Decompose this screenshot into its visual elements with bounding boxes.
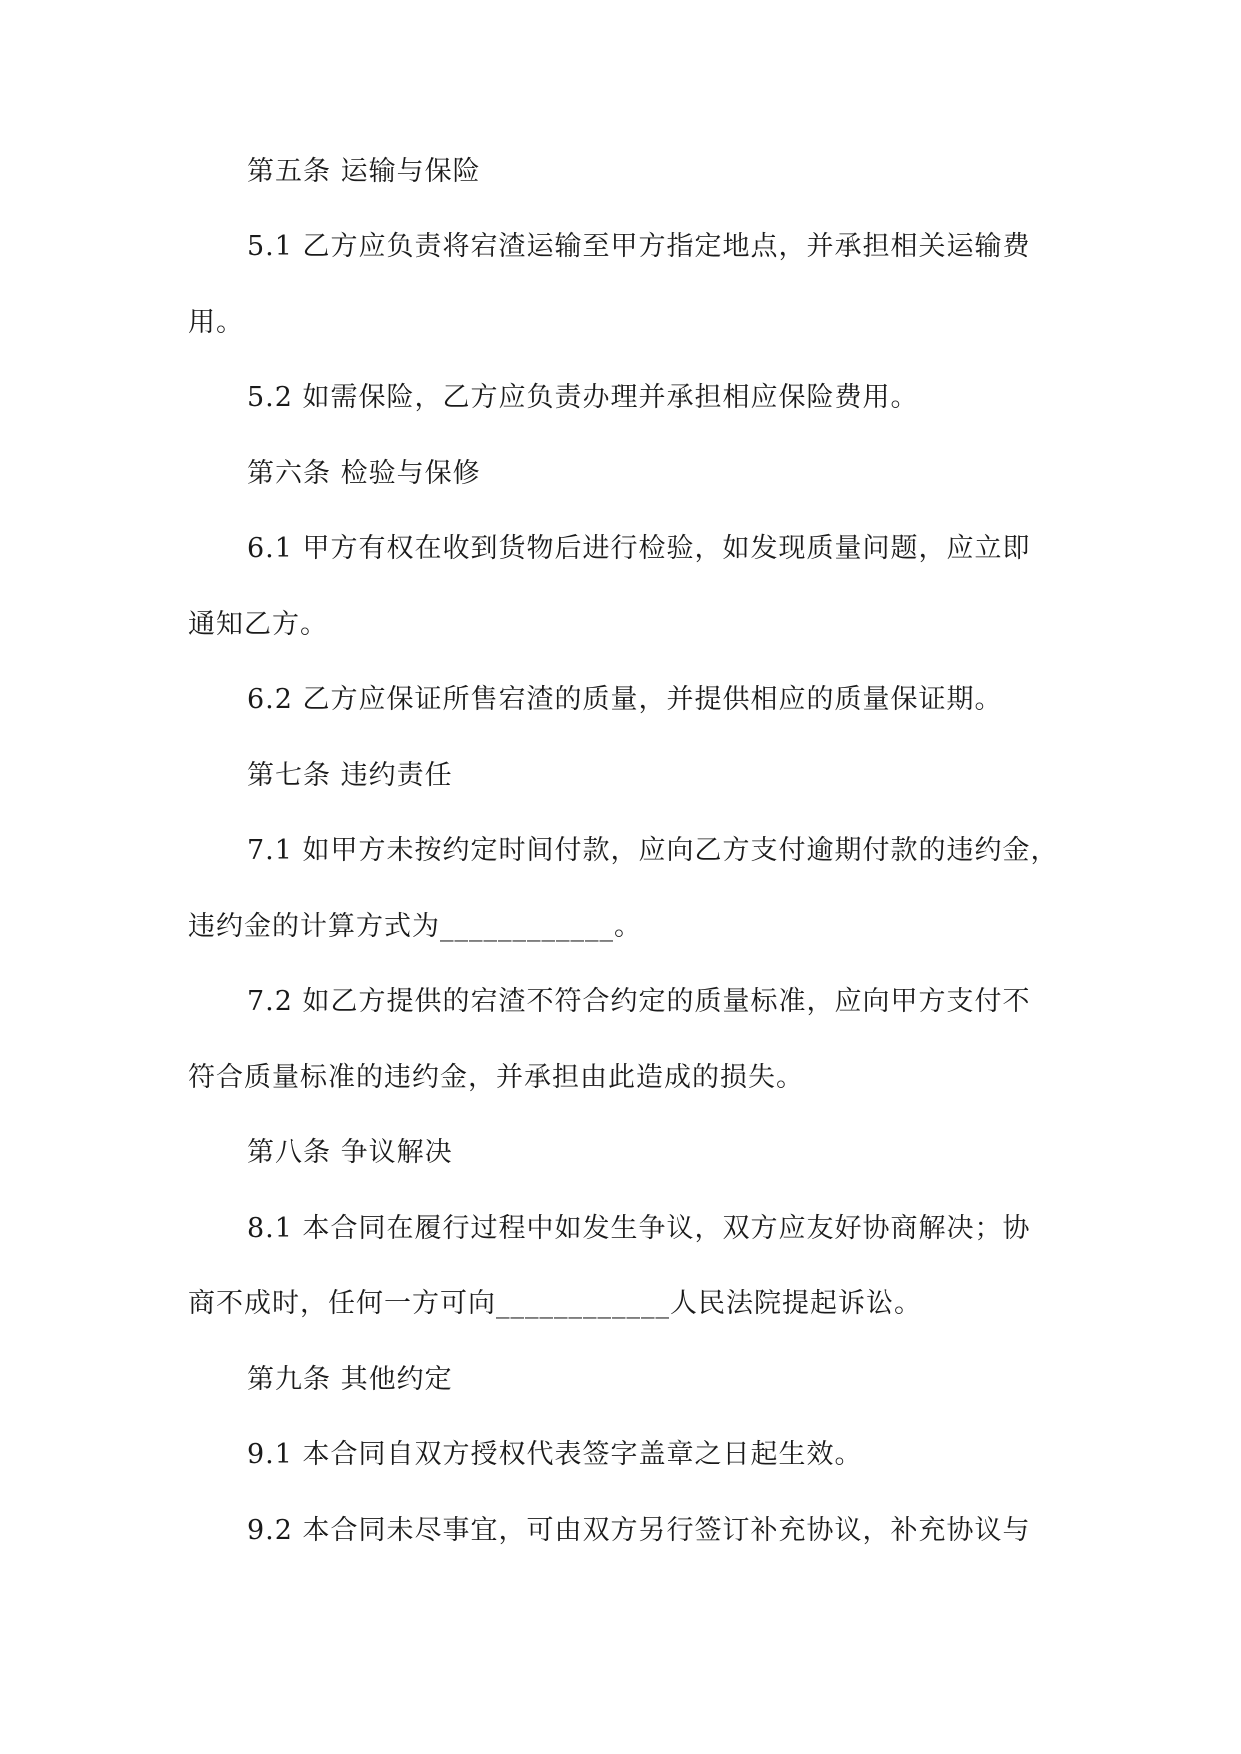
clause-7-2-line-2: 符合质量标准的违约金，并承担由此造成的损失。 — [188, 1062, 804, 1093]
clause-6-1-line-2: 通知乙方。 — [188, 609, 328, 640]
section-heading-7: 第七条 违约责任 — [247, 760, 453, 791]
clause-8-1-line-1: 8.1 本合同在履行过程中如发生争议，双方应友好协商解决；协 — [247, 1213, 1031, 1244]
section-heading-9: 第九条 其他约定 — [247, 1364, 453, 1395]
clause-6-2: 6.2 乙方应保证所售宕渣的质量，并提供相应的质量保证期。 — [247, 684, 1003, 715]
clause-6-1-line-1: 6.1 甲方有权在收到货物后进行检验，如发现质量问题，应立即 — [247, 533, 1031, 564]
section-heading-5: 第五条 运输与保险 — [247, 156, 481, 187]
section-heading-6: 第六条 检验与保修 — [247, 458, 481, 489]
clause-5-1-line-2: 用。 — [188, 307, 244, 338]
clause-8-1-line-2: 商不成时，任何一方可向____________人民法院提起诉讼。 — [188, 1288, 922, 1319]
clause-9-1: 9.1 本合同自双方授权代表签字盖章之日起生效。 — [247, 1439, 863, 1470]
clause-5-1-line-1: 5.1 乙方应负责将宕渣运输至甲方指定地点，并承担相关运输费 — [247, 231, 1031, 262]
section-heading-8: 第八条 争议解决 — [247, 1137, 453, 1168]
clause-9-2-line-1: 9.2 本合同未尽事宜，可由双方另行签订补充协议，补充协议与 — [247, 1515, 1031, 1546]
clause-5-2: 5.2 如需保险，乙方应负责办理并承担相应保险费用。 — [247, 382, 919, 413]
clause-7-1-line-1: 7.1 如甲方未按约定时间付款，应向乙方支付逾期付款的违约金， — [247, 835, 1059, 866]
clause-7-2-line-1: 7.2 如乙方提供的宕渣不符合约定的质量标准，应向甲方支付不 — [247, 986, 1031, 1017]
clause-7-1-line-2: 违约金的计算方式为____________。 — [188, 911, 642, 942]
